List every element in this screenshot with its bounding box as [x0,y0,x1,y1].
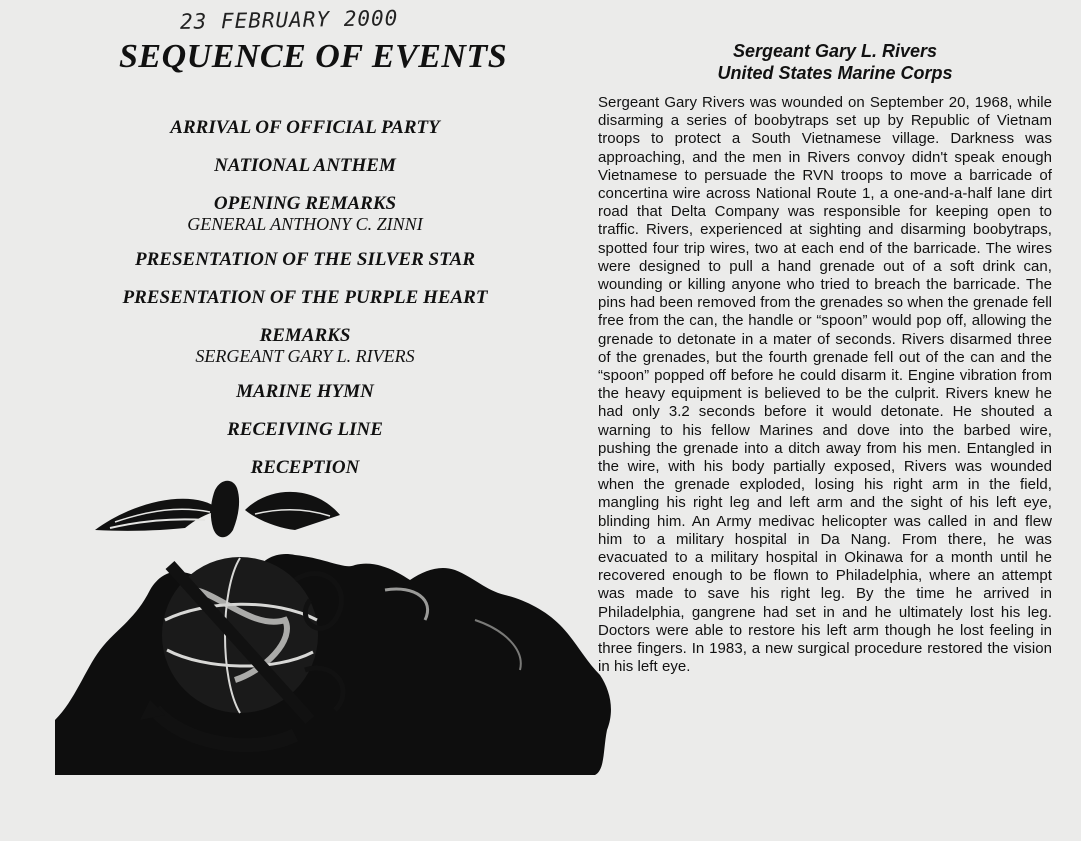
sequence-item [85,420,525,440]
sequence-item-title: OPENING REMARKS [213,193,397,214]
sequence-item-title: MARINE HYMN [236,381,374,402]
sequence-item [85,326,525,366]
sequence-item [85,118,525,138]
sequence-item-title: REMARKS [259,325,351,346]
sequence-item [85,288,525,308]
sequence-list [85,118,525,478]
bio-name: Sergeant Gary L. Rivers [732,41,938,61]
sequence-item [85,250,525,270]
eagle-globe-anchor-emblem-icon [55,470,615,780]
sequence-item [85,194,525,234]
page-title: SEQUENCE OF EVENTS [119,38,508,75]
bio-paragraph: Sergeant Gary Rivers was wounded on September 20, 1968, while disarming a series of boobytraps set up by Republic of Vietnam troops to protect a South Vietnamese village. Darkness was approaching, and the men in Rivers convoy didn't speak enough Vietnamese to persuade the RVN troops to move a barricade of concertina wire across National Route 1, a one-and-a-half lane dirt road that Delta Company was responsible for keeping open to traffic. Rivers, experienced at sighting and disarming boobytraps, spotted four trip wires, two at each end of the barricade. The wires were designed to pull a hand grenade out of a soft drink can, wounding or killing anyone who tried to breach the barricade. The pins had been removed from the grenades so when the grenade fell free from the can, the handle or “spoon” would pop off, allowing the grenade to detonate in a mater of seconds. Rivers disarmed three of the grenades, but the fourth grenade fell out of the can and the “spoon” popped off before he could disarm it. Engine vibration from the heavy equipment is believed to be the culprit. Rivers knew he had only 3.2 seconds before it would detonate. He shouted a warning to his fellow Marines and dove into the barbed wire, pushing the grenade into a ditch away from his men. Entangled in the wire, with his body partially exposed, Rivers was wounded when the grenade exploded, losing his right arm in the field, mangling his right leg and left arm and the sight of his left eye, blinding him. An Army medivac helicopter was called in and flew him to a military hospital in Da Nang. From there, he was evacuated to a military hospital in Okinawa for a month until he recovered enough to be flown to Philadelphia, where an attempt was made to save his right leg. By the time he arrived in Philadelphia, gangrene had set in and he ultimately lost his leg. Doctors were able to restore his left arm though he lost feeling in three fingers. In 1983, a new surgical procedure restored the vision in his left eye. [598,94,1052,676]
sequence-item [85,156,525,176]
sequence-item-title: RECEIVING LINE [227,419,383,440]
sequence-item-subtitle: SERGEANT GARY L. RIVERS [195,346,415,366]
sequence-item-title: ARRIVAL OF OFFICIAL PARTY [170,117,440,138]
biography-column [598,40,1052,677]
sequence-item-title: RECEPTION [250,457,360,478]
sequence-item-subtitle: GENERAL ANTHONY C. ZINNI [187,214,423,234]
bio-unit: United States Marine Corps [717,63,953,83]
sequence-item [85,382,525,402]
sequence-item-title: PRESENTATION OF THE PURPLE HEART [122,287,488,308]
handwritten-date: 23 FEBRUARY 2000 [179,6,399,34]
sequence-item-title: NATIONAL ANTHEM [214,155,396,176]
sequence-item-title: PRESENTATION OF THE SILVER STAR [135,249,475,270]
